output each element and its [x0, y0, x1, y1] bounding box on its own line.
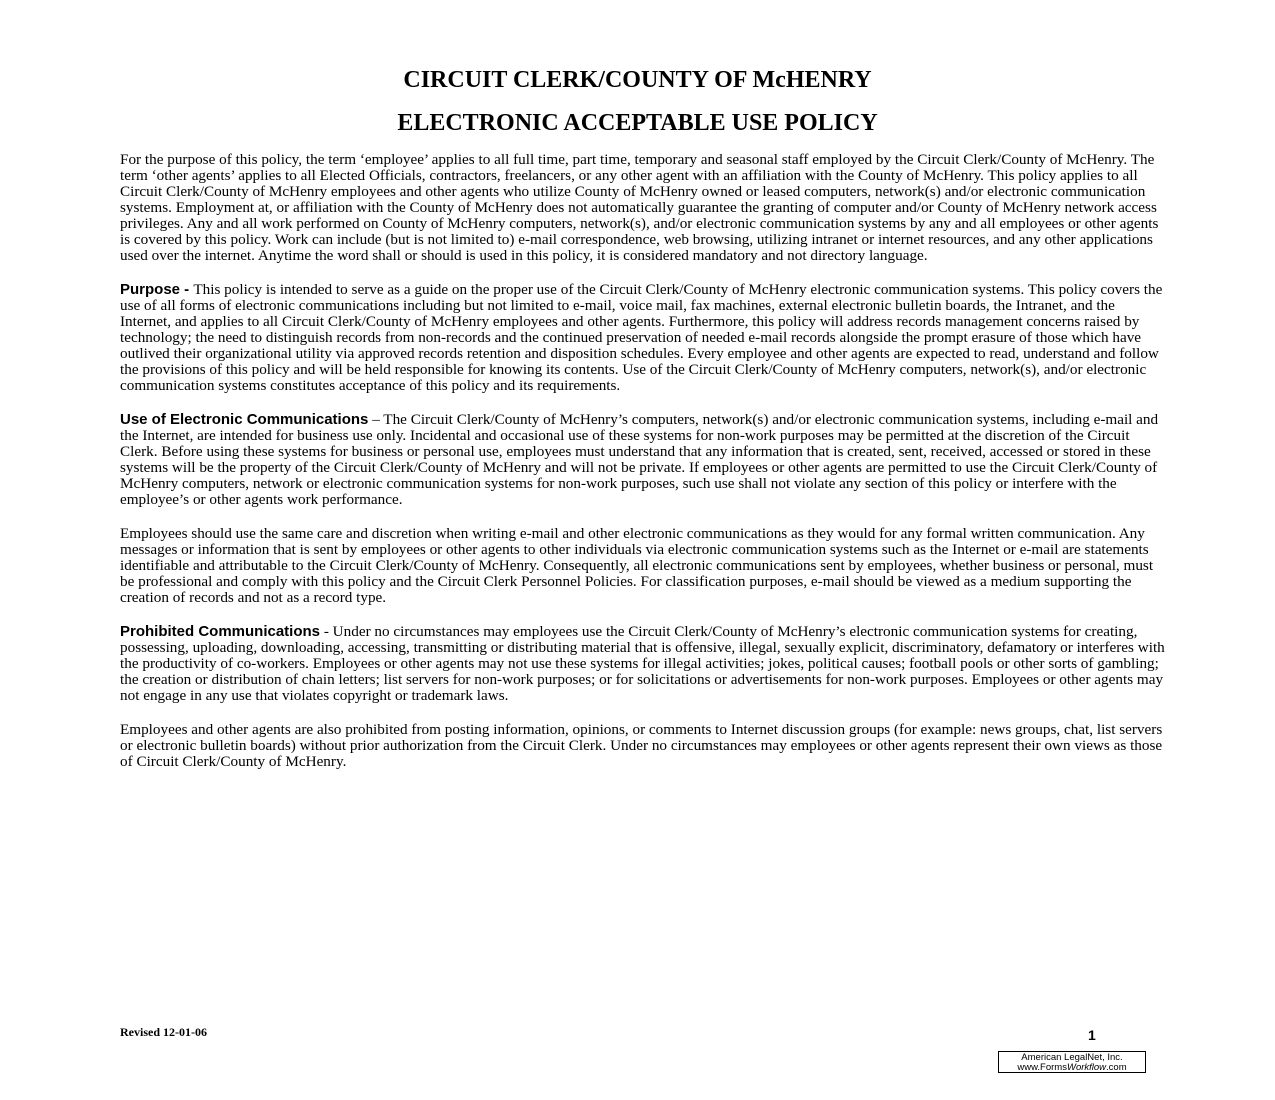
publisher-url — [999, 1063, 1145, 1073]
use-section — [120, 412, 1165, 508]
purpose-text: This policy is intended to serve as a guide on the proper use of the Circuit Clerk/County of McHenry electronic communication systems. This policy covers the use of all forms of electronic communications including but not limited to e-mail, voice mail, fax machines, external electronic bulletin boards, the Intranet, and the Internet, and applies to all Circuit Clerk/County of McHenry employees and other agents. Furthermore, this policy will address records management concerns raised by technology; the need to distinguish records from non-records and the continued preservation of needed e-mail records alongside the prompt erasure of those which have outlived their organizational utility via approved records retention and disposition schedules. Every employee and other agents are expected to read, understand and follow the provisions of this policy and will be held responsible for knowing its contents. Use of the Circuit Clerk/County of McHenry computers, network(s), and/or electronic communication systems constitutes acceptance of this policy and its requirements. — [120, 281, 1163, 394]
revision-date: Revised 12-01-06 — [120, 1025, 207, 1039]
prohibited-section — [120, 624, 1165, 704]
publisher-url-www: www.Forms — [1017, 1062, 1067, 1073]
prohibited-heading: Prohibited Communications — [120, 623, 321, 640]
publisher-url-workflow: Workflow — [1066, 1062, 1107, 1073]
policy-body — [120, 152, 1165, 788]
purpose-heading: Purpose - — [120, 281, 194, 298]
employees-care-paragraph: Employees should use the same care and discretion when writing e-mail and other electronic communications as they would for any formal written communication. Any messages or information that is sent by employees or other agents to other individuals via electronic communication systems such as the Internet or e-mail are statements identifiable and attributable to the Circuit Clerk/County of McHenry. Consequently, all electronic communications sent by employees, whether business or personal, must be professional and comply with this policy and the Circuit Clerk Personnel Policies. For classification purposes, e-mail should be viewed as a medium supporting the creation of records and not as a record type. — [120, 525, 1154, 606]
page-number: 1 — [1088, 1027, 1096, 1043]
use-text: – The Circuit Clerk/County of McHenry’s computers, network(s) and/or electronic communication systems, including e-mail and the Internet, are intended for business use only. Incidental and occasional use of these systems for non-work purposes may be permitted at the discretion of the Circuit Clerk. Before using these systems for business or personal use, employees must understand that any information that is created, sent, received, accessed or stored in these systems will be the property of the Circuit Clerk/County of McHenry and will not be private. If employees or other agents are permitted to use the Circuit Clerk/County of McHenry computers, network or electronic communication systems for non-work purposes, such use shall not violate any section of this policy or interfere with the employee’s or other agents work performance. — [120, 411, 1159, 508]
publisher-name: American LegalNet, Inc. — [1021, 1052, 1123, 1063]
document-subtitle: ELECTRONIC ACCEPTABLE USE POLICY — [397, 110, 878, 136]
publisher-credit-box — [998, 1051, 1146, 1073]
document-title: CIRCUIT CLERK/COUNTY OF McHENRY — [403, 67, 872, 93]
prohibited-text: - Under no circumstances may employees use the Circuit Clerk/County of McHenry’s electronic communication systems for creating, possessing, uploading, downloading, accessing, transmitting or distributing material that is offensive, illegal, sexually explicit, discriminatory, defamatory or interferes with the productivity of co-workers. Employees or other agents may not use these systems for illegal activities; jokes, political causes; football pools or other sorts of gambling; the creation or distribution of chain letters; list servers for non-work purposes; or for solicitations or advertisements for non-work purposes. Employees or other agents may not engage in any use that violates copyright or trademark laws. — [120, 623, 1165, 704]
publisher-url-com: .com — [1106, 1062, 1127, 1073]
intro-paragraph: For the purpose of this policy, the term ‘employee’ applies to all full time, part time, temporary and seasonal staff employed by the Circuit Clerk/County of McHenry. The term ‘other agents’ applies to all Elected Officials, contractors, freelancers, or any other agent with an affiliation with the County of McHenry. This policy applies to all Circuit Clerk/County of McHenry employees and other agents who utilize County of McHenry owned or leased computers, network(s) and/or electronic communication systems. Employment at, or affiliation with the County of McHenry does not automatically guarantee the granting of computer and/or County of McHenry network access privileges. Any and all work performed on County of McHenry computers, network(s), and/or electronic communication systems by any and all employees or other agents is covered by this policy. Work can include (but is not limited to) e-mail correspondence, web browsing, utilizing intranet or internet resources, and any other applications used over the internet. Anytime the word shall or should is used in this policy, it is considered mandatory and not directory language. — [120, 151, 1159, 264]
purpose-section — [120, 282, 1165, 394]
use-heading: Use of Electronic Communications — [120, 411, 369, 428]
discussion-paragraph: Employees and other agents are also prohibited from posting information, opinions, or comments to Internet discussion groups (for example: news groups, chat, list servers or electronic bulletin boards) without prior authorization from the Circuit Clerk. Under no circumstances may employees or other agents represent their own views as those of Circuit Clerk/County of McHenry. — [120, 721, 1163, 770]
